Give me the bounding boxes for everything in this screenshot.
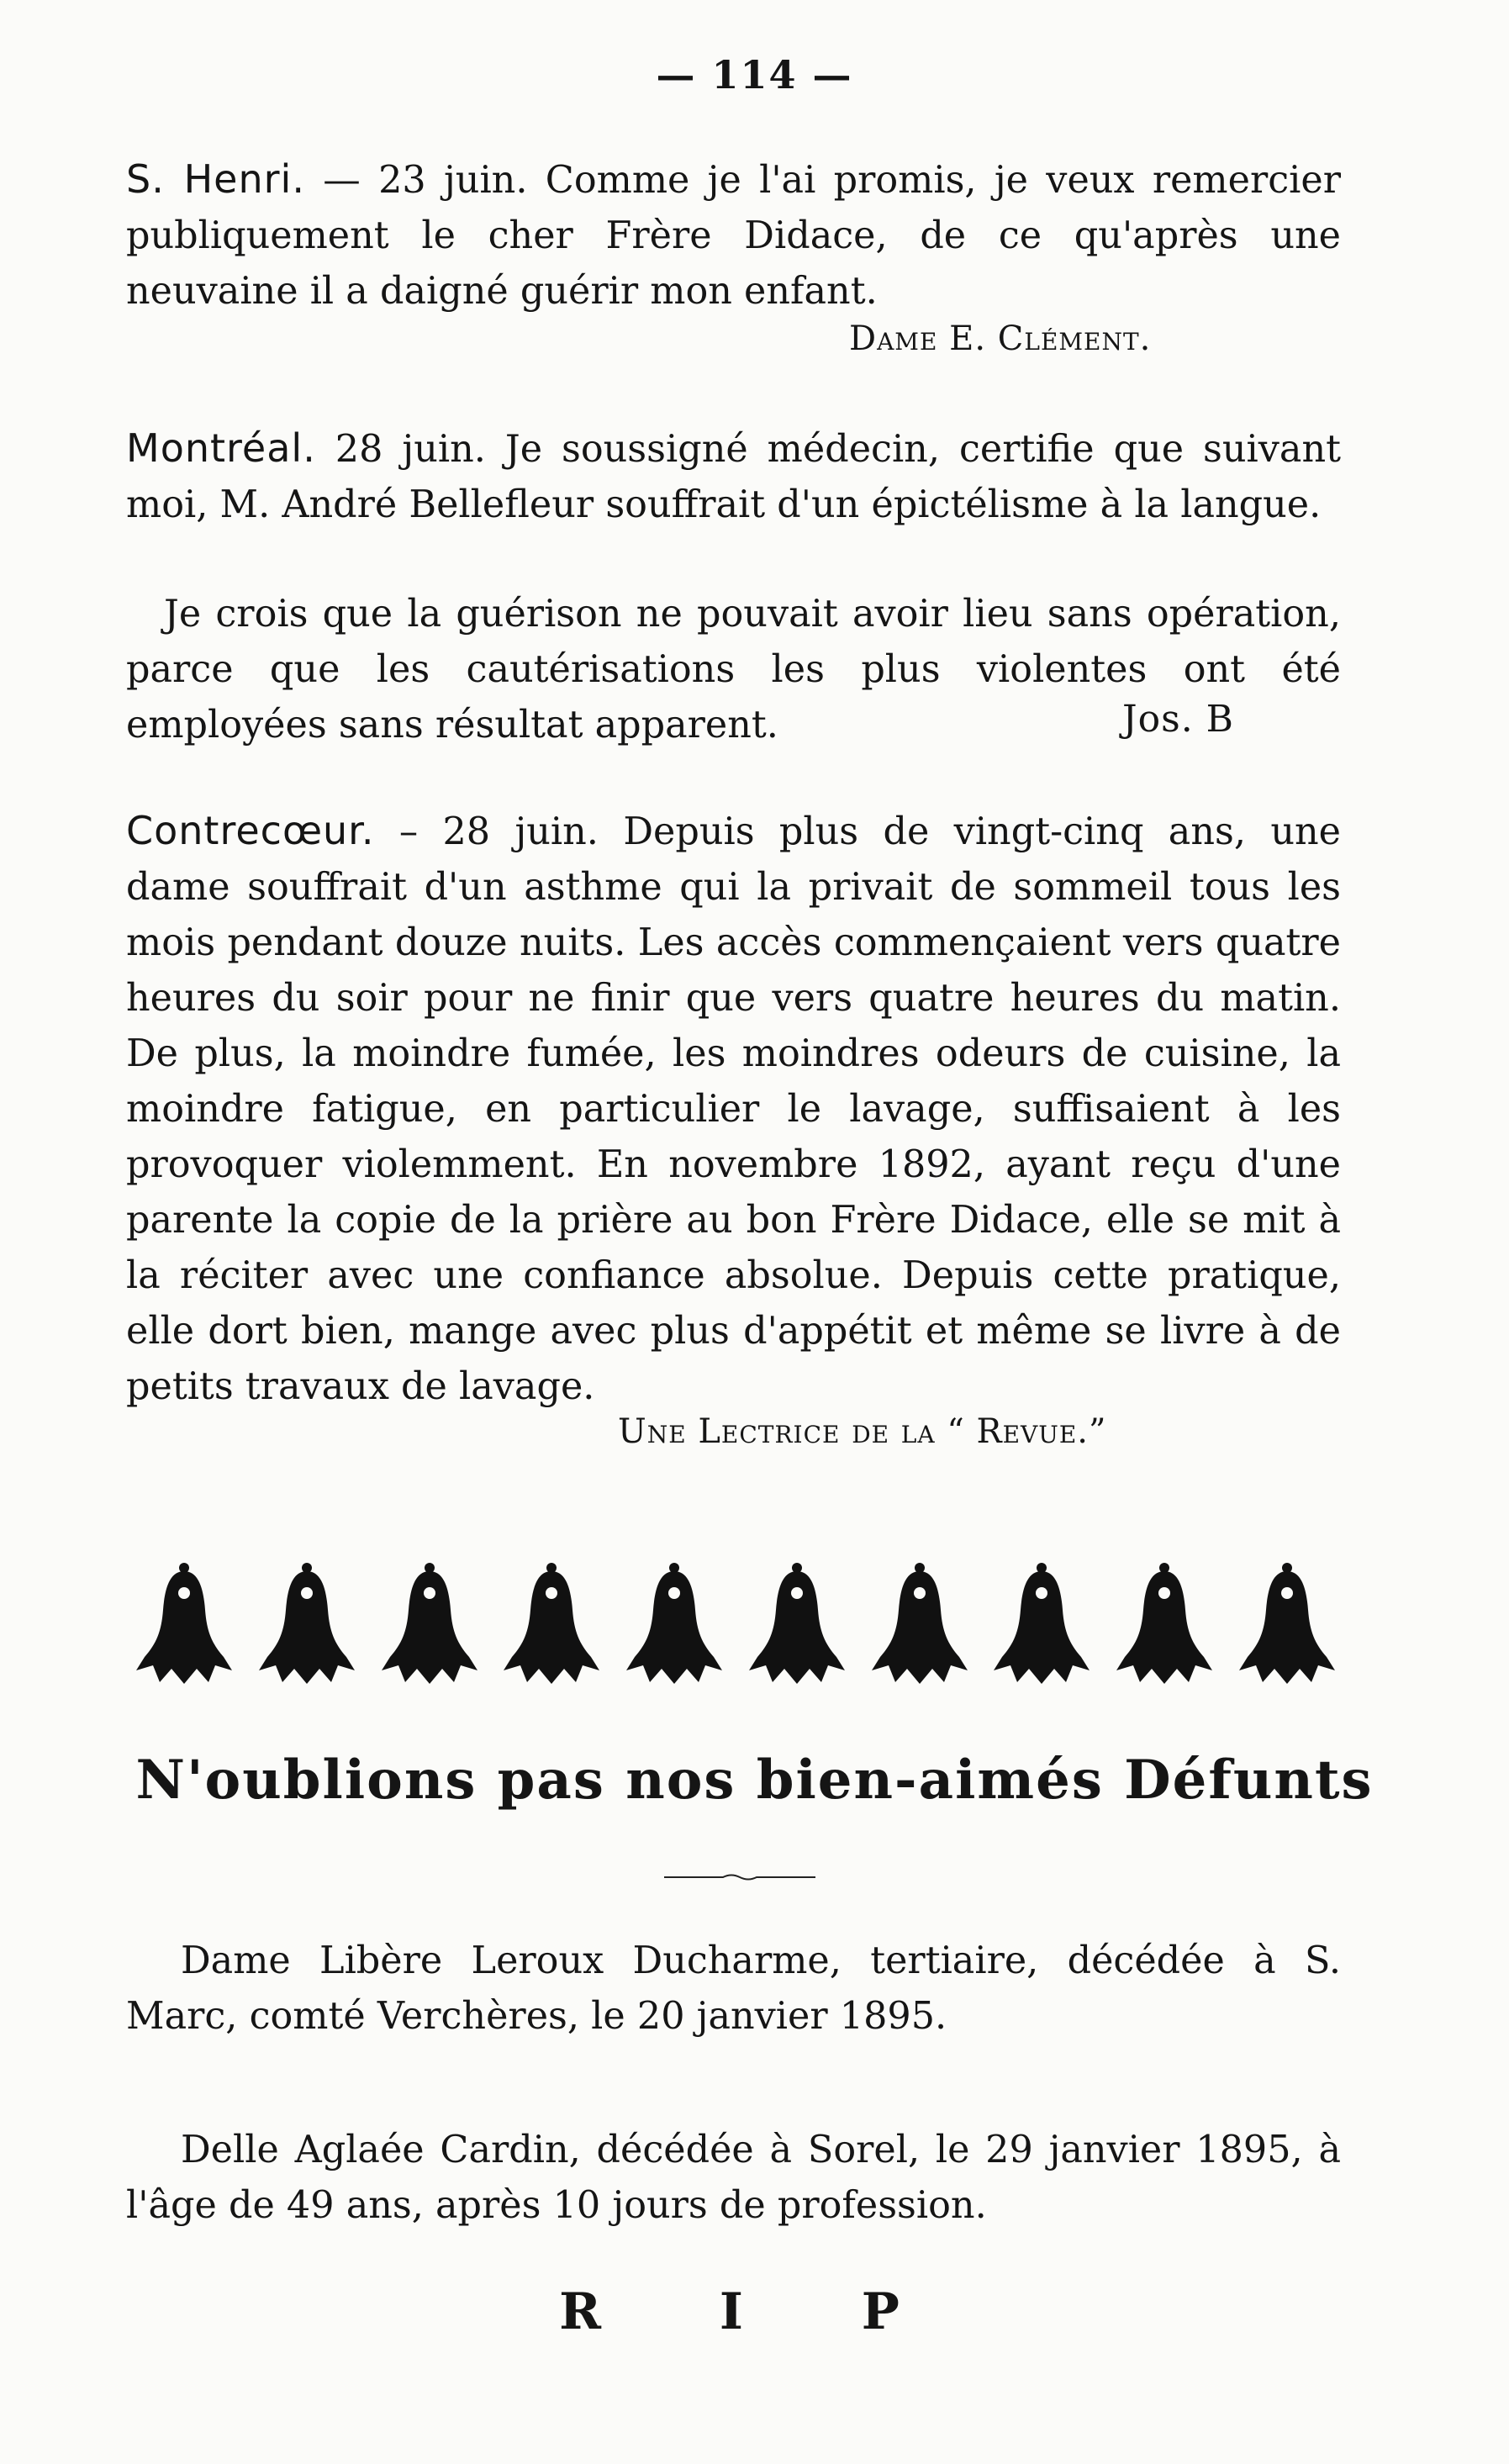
bell-icon: [502, 1559, 601, 1686]
entry-place: Montréal.: [126, 425, 316, 471]
entry-paragraph: [126, 151, 1341, 319]
page-number: — 114 —: [656, 52, 853, 98]
divider-flourish: [664, 1873, 815, 1881]
bell-icon: [625, 1559, 724, 1686]
entry-signature: Dame E. Clément.: [849, 319, 1152, 358]
deceased-notice: Delle Aglaée Cardin, décédée à Sorel, le 29 janvier 1895, à l'âge de 49 ans, après 10 jours de profession.: [126, 2129, 1341, 2227]
entry-text: – 28 juin. Depuis plus de vingt-cinq ans, une dame souffrait d'un asthme qui la privait de sommeil tous les mois pendant douze nuits. Les accès commençaient vers quatre heures du soir pour ne finir que vers quatre heures du matin. De plus, la moindre fumée, les moindres odeurs de cuisine, la moindre fatigue, en particulier le lavage, suffisaient à les provoquer violemment. En novembre 1892, ayant reçu d'une parente la copie de la prière au bon Frère Didace, elle se mit à la réciter avec une confiance absolue. Depuis cette pratique, elle dort bien, mange avec plus d'appétit et même se livre à de petits travaux de lavage.: [126, 810, 1341, 1408]
bell-icon: [380, 1559, 479, 1686]
bell-icon: [747, 1559, 847, 1686]
entry-text: — 23 juin. Comme je l'ai promis, je veux remercier publiquement le cher Frère Didace, de ce qu'après une neuvaine il a daigné guérir mon enfant.: [126, 159, 1342, 313]
entry-place: Contrecœur.: [126, 808, 375, 853]
ornament-row: [135, 1559, 1337, 1686]
bell-icon: [135, 1559, 234, 1686]
bell-icon: [992, 1559, 1091, 1686]
entry-paragraph: [126, 420, 1341, 533]
entry-paragraph: [126, 803, 1341, 1415]
section-heading: N'oublions pas nos bien-aimés Défunts: [135, 1749, 1374, 1812]
entry-place: S. Henri.: [126, 156, 305, 202]
bell-icon: [870, 1559, 969, 1686]
rip-closing: R I P: [559, 2282, 950, 2341]
entry-text: 28 juin. Je soussigné médecin, certifie que suivant moi, M. André Bellefleur souffrait d'un épictélisme à la langue.: [126, 428, 1341, 526]
entry-paragraph: Je crois que la guérison ne pouvait avoir lieu sans opération, parce que les cautérisations les plus violentes ont été employées sans résultat apparent.: [126, 593, 1341, 747]
entry-signature: Une Lectrice de la “ Revue.”: [618, 1412, 1107, 1451]
entry-signature: Jos. B: [1122, 698, 1235, 741]
deceased-notice: Dame Libère Leroux Ducharme, tertiaire, décédée à S. Marc, comté Verchères, le 20 janvier 1895.: [126, 1939, 1341, 2038]
bell-icon: [1237, 1559, 1337, 1686]
bell-icon: [1115, 1559, 1214, 1686]
bell-icon: [257, 1559, 356, 1686]
